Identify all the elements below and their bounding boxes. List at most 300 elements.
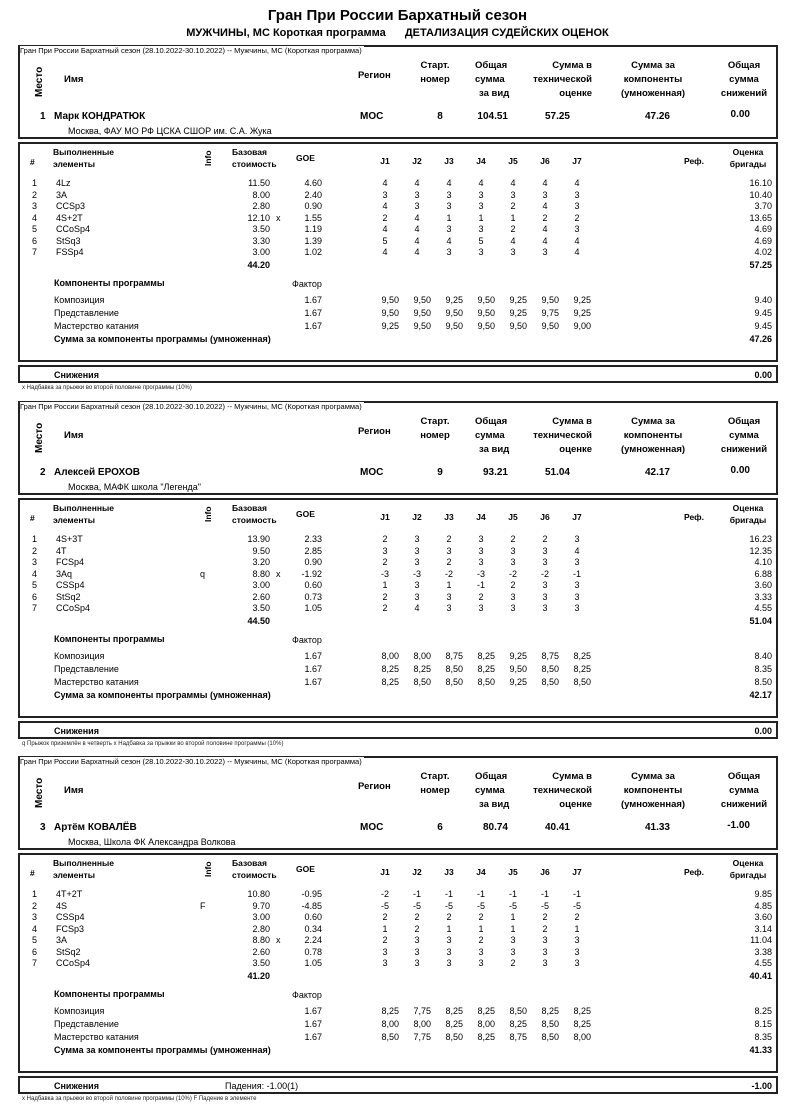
judge-goe: 4 xyxy=(542,235,548,246)
elements-header: Выполненные элементы xyxy=(53,147,115,169)
judge-goe: -5 xyxy=(540,900,549,911)
judge-component-mark: 8,25 xyxy=(573,1006,591,1016)
elements-table xyxy=(18,853,778,1073)
judge-component-mark: 9,50 xyxy=(477,295,495,305)
element-goe: 1.05 xyxy=(304,603,322,613)
referee-header: Реф. xyxy=(684,156,704,166)
components-sum-label: Сумма за компоненты программы (умноженная) xyxy=(54,334,271,344)
element-panel-score: 4.69 xyxy=(754,235,772,246)
judge-header: J2 xyxy=(412,867,422,877)
skater-block xyxy=(18,756,778,1106)
judge-goe: 1 xyxy=(478,212,484,223)
judge-goe: 3 xyxy=(446,545,452,556)
panel-score-header: Оценка бригады xyxy=(729,147,767,169)
judge-goe: 3 xyxy=(510,935,516,945)
skater-block xyxy=(18,45,778,395)
judge-goe: -3 xyxy=(476,568,485,579)
judge-goe: 4 xyxy=(382,178,388,188)
component-factor: 1.67 xyxy=(304,664,322,674)
element-goe: 1.55 xyxy=(304,212,322,223)
skater-place: 1 xyxy=(40,111,46,122)
judge-component-mark: 9,50 xyxy=(445,321,463,331)
judge-component-mark: 8,50 xyxy=(541,1032,559,1042)
element-base-value: 2.80 xyxy=(252,201,270,211)
judge-component-mark: 8,25 xyxy=(573,1019,591,1029)
judge-goe: 4 xyxy=(510,235,516,246)
judge-component-mark: 8,50 xyxy=(413,677,431,687)
judge-goe: 4 xyxy=(446,178,452,188)
footnote: x Надбавка за прыжки во второй половине программы (10%) F Падение в элементе xyxy=(22,1096,257,1102)
element-panel-score: 13.65 xyxy=(749,212,772,223)
judge-goe: 2 xyxy=(446,534,452,544)
element-base-value: 11.50 xyxy=(248,178,270,188)
judge-goe: 3 xyxy=(574,946,580,957)
judge-component-mark: 9,50 xyxy=(509,321,527,331)
deductions-label: Общая сумма снижений xyxy=(720,771,768,810)
judge-goe: 2 xyxy=(478,912,484,922)
judge-goe: 4 xyxy=(478,178,484,188)
element-code: 3A xyxy=(56,189,68,200)
judge-goe: 4 xyxy=(382,247,388,257)
element-code: CSSp4 xyxy=(56,912,85,922)
judge-goe: 3 xyxy=(446,247,452,257)
start-number: 8 xyxy=(437,111,443,122)
element-panel-score: 11.04 xyxy=(750,935,772,945)
element-base-value: 3.00 xyxy=(252,580,270,590)
judge-goe: 3 xyxy=(446,591,452,602)
panel-score-header: Оценка бригады xyxy=(729,858,767,880)
element-goe: 0.90 xyxy=(304,201,322,211)
judge-goe: -2 xyxy=(380,889,389,899)
judge-header: J1 xyxy=(380,867,390,877)
info-header: Info xyxy=(203,150,213,166)
total-label: Общая сумма за вид xyxy=(475,60,510,99)
judge-goe: 3 xyxy=(414,958,420,968)
tes-label: Сумма в технической оценке xyxy=(533,60,592,99)
tes-total: 51.04 xyxy=(749,616,772,626)
judge-goe: 3 xyxy=(446,935,452,945)
judge-goe: -5 xyxy=(412,900,421,911)
judge-goe: 4 xyxy=(574,178,580,188)
element-base-value: 3.30 xyxy=(252,235,270,246)
judge-component-mark: 9,50 xyxy=(541,321,559,331)
judge-component-mark: 9,25 xyxy=(509,295,527,305)
region-label: Регион xyxy=(358,426,391,437)
element-number: 4 xyxy=(32,212,38,223)
element-base-value: 3.20 xyxy=(252,557,270,567)
base-value-header: Базовая стоимость xyxy=(232,147,277,169)
judge-goe: 3 xyxy=(446,958,452,968)
start-no-label: Старт. номер xyxy=(420,771,450,796)
skater-header xyxy=(18,45,778,139)
judge-goe: 3 xyxy=(542,545,548,556)
judge-header: J7 xyxy=(572,156,582,166)
place-label: Место xyxy=(34,422,45,453)
judge-goe: 3 xyxy=(542,189,548,200)
judge-goe: 4 xyxy=(414,224,420,234)
component-name: Композиция xyxy=(54,1006,105,1016)
element-base-value: 12.10 xyxy=(247,212,270,223)
judge-goe: 3 xyxy=(510,591,516,602)
element-base-value: 2.80 xyxy=(252,923,270,934)
elements-table xyxy=(18,498,778,718)
element-number: 6 xyxy=(32,591,38,602)
judge-component-mark: 8,25 xyxy=(381,1006,399,1016)
total-score: 80.74 xyxy=(482,822,508,833)
judge-component-mark: 9,75 xyxy=(541,308,559,318)
base-value-total: 41.20 xyxy=(247,971,270,981)
component-panel-score: 8.40 xyxy=(754,651,772,661)
element-goe: 0.60 xyxy=(304,912,322,922)
element-base-value: 3.50 xyxy=(252,224,270,234)
element-panel-score: 4.85 xyxy=(754,900,772,911)
element-base-value: 3.00 xyxy=(252,912,270,922)
element-goe: -4.85 xyxy=(301,900,322,911)
judge-goe: 3 xyxy=(542,580,548,590)
judge-goe: 3 xyxy=(414,580,420,590)
skater-region: МОС xyxy=(360,111,384,122)
element-goe: 0.73 xyxy=(304,591,322,602)
element-base-value: 2.60 xyxy=(252,591,270,602)
total-score: 93.21 xyxy=(482,467,508,478)
judge-goe: 3 xyxy=(510,946,516,957)
judge-component-mark: 8,50 xyxy=(541,1019,559,1029)
component-factor: 1.67 xyxy=(304,308,322,318)
component-panel-score: 8.15 xyxy=(754,1019,772,1029)
judge-component-mark: 9,50 xyxy=(477,308,495,318)
element-base-value: 10.80 xyxy=(247,889,270,899)
component-factor: 1.67 xyxy=(304,295,322,305)
judge-component-mark: 8,25 xyxy=(573,664,591,674)
judge-goe: 4 xyxy=(414,603,420,613)
judge-goe: 1 xyxy=(382,923,388,934)
component-panel-score: 9.45 xyxy=(754,321,772,331)
judge-component-mark: 9,50 xyxy=(413,308,431,318)
deductions-label: Общая сумма снижений xyxy=(720,416,768,455)
judge-component-mark: 9,50 xyxy=(509,664,527,674)
pcs-score: 41.33 xyxy=(644,822,670,833)
element-code: FCSp4 xyxy=(56,557,85,567)
judge-goe: 1 xyxy=(574,923,580,934)
place-label: Место xyxy=(34,777,45,808)
judge-header: J5 xyxy=(508,867,518,877)
referee-header: Реф. xyxy=(684,867,704,877)
judge-goe: 2 xyxy=(510,958,516,968)
pcs-total: 42.17 xyxy=(749,690,772,700)
element-goe: 1.05 xyxy=(304,958,322,968)
judge-component-mark: 9,25 xyxy=(445,295,463,305)
judge-component-mark: 8,25 xyxy=(541,1006,559,1016)
judge-header: J3 xyxy=(444,156,454,166)
element-panel-score: 12.35 xyxy=(749,545,772,556)
judge-goe: 2 xyxy=(414,923,420,934)
judge-goe: 3 xyxy=(574,580,580,590)
judge-goe: 3 xyxy=(478,189,484,200)
judge-goe: 4 xyxy=(542,201,548,211)
judge-component-mark: 8,25 xyxy=(477,1006,495,1016)
judge-goe: 5 xyxy=(382,235,388,246)
element-base-value: 3.50 xyxy=(252,603,270,613)
components-sum-label: Сумма за компоненты программы (умноженная) xyxy=(54,690,271,700)
judge-goe: 2 xyxy=(382,603,388,613)
judge-goe: 3 xyxy=(542,247,548,257)
start-number: 6 xyxy=(437,822,443,833)
element-panel-score: 10.40 xyxy=(749,189,772,200)
element-goe: 2.85 xyxy=(304,545,322,556)
judge-goe: 3 xyxy=(478,958,484,968)
judge-component-mark: 8,00 xyxy=(573,1032,591,1042)
judge-goe: 3 xyxy=(382,946,388,957)
judge-goe: 2 xyxy=(446,912,452,922)
skater-block xyxy=(18,401,778,751)
judge-goe: 2 xyxy=(510,580,516,590)
element-number: 7 xyxy=(32,247,38,257)
judge-header: J6 xyxy=(540,156,550,166)
skater-name: Марк КОНДРАТЮК xyxy=(54,111,146,122)
report-subtitle xyxy=(0,27,795,39)
judge-header: J4 xyxy=(476,867,486,877)
component-name: Представление xyxy=(54,1019,119,1029)
judge-goe: 3 xyxy=(542,603,548,613)
judge-goe: 4 xyxy=(414,178,420,188)
num-header: # xyxy=(30,868,35,878)
deductions-label: Снижения xyxy=(54,726,99,736)
judge-component-mark: 8,75 xyxy=(445,651,463,661)
element-goe: 0.60 xyxy=(304,580,322,590)
judge-goe: 3 xyxy=(446,189,452,200)
element-number: 1 xyxy=(32,178,38,188)
judge-goe: 3 xyxy=(542,935,548,945)
components-sum-label: Сумма за компоненты программы (умноженная) xyxy=(54,1045,271,1055)
factor-header: Фактор xyxy=(292,990,322,1000)
judge-goe: -1 xyxy=(476,889,485,899)
judge-goe: 3 xyxy=(510,545,516,556)
deductions-score: -1.00 xyxy=(727,820,750,831)
judge-header: J5 xyxy=(508,512,518,522)
num-header: # xyxy=(30,513,35,523)
judge-goe: 3 xyxy=(478,557,484,567)
judge-goe: 2 xyxy=(382,212,388,223)
pcs-score: 47.26 xyxy=(644,111,670,122)
element-panel-score: 3.60 xyxy=(754,580,772,590)
referee-header: Реф. xyxy=(684,512,704,522)
deductions-score: 0.00 xyxy=(730,109,750,120)
judge-goe: 4 xyxy=(414,212,420,223)
judge-goe: 4 xyxy=(574,545,580,556)
place-label: Место xyxy=(34,66,45,97)
judge-component-mark: 8,00 xyxy=(413,1019,431,1029)
judge-component-mark: 9,25 xyxy=(509,308,527,318)
element-panel-score: 16.10 xyxy=(749,178,772,188)
judge-goe: 4 xyxy=(414,247,420,257)
skater-name: Алексей ЕРОХОВ xyxy=(54,467,140,478)
element-base-value: 3.50 xyxy=(252,958,270,968)
component-name: Композиция xyxy=(54,295,105,305)
judge-goe: 2 xyxy=(382,935,388,945)
skater-place: 3 xyxy=(40,822,46,833)
judge-goe: 3 xyxy=(542,946,548,957)
judge-component-mark: 8,25 xyxy=(477,664,495,674)
info-header: Info xyxy=(203,506,213,522)
element-code: 4S xyxy=(56,900,68,911)
element-code: CCoSp4 xyxy=(56,603,91,613)
base-value-header: Базовая стоимость xyxy=(232,858,277,880)
judge-component-mark: 8,00 xyxy=(381,1019,399,1029)
judge-goe: 5 xyxy=(478,235,484,246)
judge-goe: 4 xyxy=(542,178,548,188)
pcs-label: Сумма за компоненты (умноженная) xyxy=(620,416,686,455)
element-goe: -0.95 xyxy=(301,889,322,899)
judge-component-mark: 8,00 xyxy=(477,1019,495,1029)
skater-club: Москва, МАФК школа "Легенда" xyxy=(68,482,201,492)
category-title: МУЖЧИНЫ, МС Короткая программа xyxy=(186,27,386,39)
element-code: FSSp4 xyxy=(56,247,84,257)
judge-goe: 2 xyxy=(542,912,548,922)
region-label: Регион xyxy=(358,781,391,792)
judge-goe: 3 xyxy=(478,534,484,544)
components-header: Компоненты программы xyxy=(54,634,165,644)
tes-score: 51.04 xyxy=(544,467,570,478)
judge-goe: 3 xyxy=(478,946,484,957)
skater-header xyxy=(18,756,778,850)
element-goe: 1.19 xyxy=(304,224,322,234)
judge-component-mark: 8,25 xyxy=(445,1019,463,1029)
element-panel-score: 4.69 xyxy=(754,224,772,234)
component-panel-score: 9.45 xyxy=(754,308,772,318)
num-header: # xyxy=(30,157,35,167)
judge-header: J5 xyxy=(508,156,518,166)
element-code: CCSp3 xyxy=(56,201,86,211)
element-number: 2 xyxy=(32,189,38,200)
judge-component-mark: 8,25 xyxy=(381,664,399,674)
element-code: CCoSp4 xyxy=(56,224,91,234)
event-caption: Гран При России Бархатный сезон (28.10.2022-30.10.2022) -- Мужчины, МС (Короткая программа) xyxy=(20,402,362,411)
element-code: 4T+2T xyxy=(56,889,83,899)
deductions-label: Общая сумма снижений xyxy=(720,60,768,99)
tes-score: 57.25 xyxy=(544,111,570,122)
judge-goe: 3 xyxy=(478,603,484,613)
judge-component-mark: 8,50 xyxy=(445,1032,463,1042)
element-panel-score: 4.55 xyxy=(754,958,772,968)
judge-goe: 2 xyxy=(382,557,388,567)
judge-component-mark: 9,50 xyxy=(445,308,463,318)
element-number: 3 xyxy=(32,201,38,211)
judge-goe: 3 xyxy=(510,189,516,200)
judge-goe: 2 xyxy=(478,935,484,945)
pcs-score: 42.17 xyxy=(644,467,670,478)
component-name: Мастерство катания xyxy=(54,1032,139,1042)
judge-goe: 2 xyxy=(382,912,388,922)
element-number: 6 xyxy=(32,946,38,957)
report-type: ДЕТАЛИЗАЦИЯ СУДЕЙСКИХ ОЦЕНОК xyxy=(404,27,609,39)
tes-total: 57.25 xyxy=(749,260,772,270)
judge-goe: -2 xyxy=(508,568,517,579)
judge-component-mark: 8,75 xyxy=(541,651,559,661)
judge-component-mark: 7,75 xyxy=(413,1006,431,1016)
judge-component-mark: 9,00 xyxy=(573,321,591,331)
judge-goe: -1 xyxy=(444,889,453,899)
judge-goe: 2 xyxy=(510,224,516,234)
component-factor: 1.67 xyxy=(304,321,322,331)
deductions-total: -1.00 xyxy=(751,1081,772,1091)
judge-component-mark: 8,50 xyxy=(573,677,591,687)
judge-goe: -3 xyxy=(380,568,389,579)
element-number: 5 xyxy=(32,580,38,590)
element-panel-score: 3.38 xyxy=(754,946,772,957)
judge-component-mark: 8,50 xyxy=(477,677,495,687)
judge-goe: 3 xyxy=(382,958,388,968)
element-base-value: 3.00 xyxy=(252,247,270,257)
judge-header: J1 xyxy=(380,156,390,166)
element-base-value: 8.80 xyxy=(252,568,270,579)
judge-goe: 1 xyxy=(446,212,452,223)
second-half-bonus-mark: x xyxy=(276,212,281,223)
judge-header: J6 xyxy=(540,867,550,877)
judge-goe: 3 xyxy=(574,958,580,968)
element-panel-score: 3.70 xyxy=(754,201,772,211)
judge-goe: 1 xyxy=(446,923,452,934)
judge-goe: 1 xyxy=(382,580,388,590)
element-number: 4 xyxy=(32,568,38,579)
judge-component-mark: 8,00 xyxy=(381,651,399,661)
name-label: Имя xyxy=(64,430,84,441)
component-factor: 1.67 xyxy=(304,1032,322,1042)
tes-total: 40.41 xyxy=(749,971,772,981)
judge-goe: 3 xyxy=(574,935,580,945)
judge-header: J2 xyxy=(412,156,422,166)
elements-header: Выполненные элементы xyxy=(53,858,115,880)
judge-header: J7 xyxy=(572,867,582,877)
judge-component-mark: 8,50 xyxy=(445,664,463,674)
element-panel-score: 16.23 xyxy=(749,534,772,544)
element-number: 1 xyxy=(32,889,38,899)
skater-club: Москва, ФАУ МО РФ ЦСКА СШОР им. С.А. Жука xyxy=(68,126,272,136)
element-base-value: 8.00 xyxy=(252,189,270,200)
deductions-total: 0.00 xyxy=(754,370,772,380)
skater-region: МОС xyxy=(360,822,384,833)
judge-goe: 1 xyxy=(510,923,516,934)
judge-header: J4 xyxy=(476,512,486,522)
judge-component-mark: 9,50 xyxy=(541,295,559,305)
judge-header: J3 xyxy=(444,512,454,522)
judge-goe: 3 xyxy=(510,557,516,567)
judge-header: J1 xyxy=(380,512,390,522)
judge-goe: 4 xyxy=(382,201,388,211)
judge-component-mark: 9,50 xyxy=(381,308,399,318)
element-panel-score: 3.33 xyxy=(754,591,772,602)
component-factor: 1.67 xyxy=(304,677,322,687)
element-info: F xyxy=(200,900,206,911)
footnote: q Прыжок приземлён в четверть x Надбавка за прыжки во второй половине программы (10%) xyxy=(22,741,284,747)
factor-header: Фактор xyxy=(292,635,322,645)
element-number: 7 xyxy=(32,958,38,968)
judge-goe: -1 xyxy=(476,580,485,590)
element-code: 4Lz xyxy=(56,178,71,188)
skater-place: 2 xyxy=(40,467,46,478)
judge-goe: -2 xyxy=(444,568,453,579)
start-number: 9 xyxy=(437,467,443,478)
judge-goe: 3 xyxy=(478,545,484,556)
judge-header: J2 xyxy=(412,512,422,522)
judge-goe: 2 xyxy=(478,591,484,602)
pcs-total: 47.26 xyxy=(749,334,772,344)
event-caption: Гран При России Бархатный сезон (28.10.2022-30.10.2022) -- Мужчины, МС (Короткая программа) xyxy=(20,46,362,55)
judge-goe: 3 xyxy=(542,958,548,968)
judge-goe: -1 xyxy=(508,889,517,899)
judge-goe: 3 xyxy=(414,201,420,211)
component-name: Мастерство катания xyxy=(54,677,139,687)
judge-goe: -5 xyxy=(380,900,389,911)
